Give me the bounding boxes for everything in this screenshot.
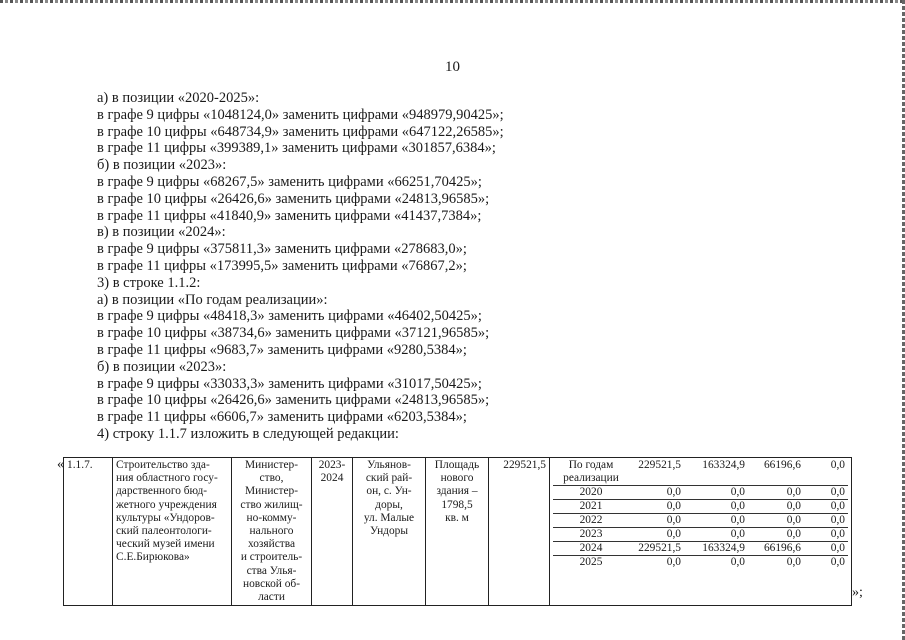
- text-line: ул. Малые: [363, 511, 415, 524]
- paragraph-line: в графе 9 цифры «33033,3» заменить цифрами «31017,50425»;: [97, 375, 482, 392]
- funding-value-col9: 229521,5: [629, 459, 684, 486]
- funding-value-col10: 0,0: [730, 556, 745, 568]
- funding-value-col11: 0,0: [748, 514, 804, 528]
- text-line: и строитель-: [240, 551, 303, 564]
- funding-row: [553, 528, 848, 542]
- funding-value-col10: 163324,9: [684, 542, 748, 556]
- paragraph-line: 4) строку 1.1.7 изложить в следующей редакции:: [97, 425, 399, 442]
- funding-label: 2022: [553, 514, 629, 528]
- funding-value-col12: 0,0: [804, 486, 848, 500]
- funding-value-col12: 0,0: [804, 500, 848, 514]
- funding-value-col10: 0,0: [684, 486, 748, 500]
- text-line: Строительство зда-: [116, 459, 210, 471]
- funding-value-col11: 66196,6: [748, 542, 804, 556]
- funding-label: 2024: [553, 542, 629, 556]
- page-number: 10: [445, 59, 460, 75]
- funding-label: 2021: [553, 500, 629, 514]
- paragraph-line: в графе 10 цифры «648734,9» заменить цифрами «647122,26585»;: [97, 123, 504, 140]
- text-line: он, с. Ун-: [366, 485, 412, 498]
- paragraph-line: в графе 11 цифры «6606,7» заменить цифрами «6203,5384»;: [97, 409, 467, 426]
- funding-row: [553, 500, 848, 514]
- funding-value-col11: 0,0: [748, 528, 804, 542]
- funding-value-col12: 0,0: [830, 556, 845, 568]
- text-line: Площадь: [434, 459, 480, 471]
- text-line: ства Улья-: [246, 564, 297, 577]
- scan-top-edge: [0, 0, 905, 3]
- funding-label: 2023: [553, 528, 629, 542]
- funding-value-col10: 0,0: [684, 500, 748, 514]
- text-line: новской об-: [242, 577, 301, 590]
- period-cell: [312, 458, 353, 606]
- row-number-cell: 1.1.7.: [64, 458, 113, 606]
- funding-row: [553, 514, 848, 528]
- text-line: 2023-: [318, 459, 346, 471]
- text-line: Ундоры: [370, 525, 408, 538]
- project-row-table: [63, 457, 852, 606]
- funding-row: [553, 542, 848, 556]
- funding-value-col9: 0,0: [666, 556, 681, 568]
- funding-value-col9: 0,0: [629, 486, 684, 500]
- funding-value-col9: 0,0: [629, 514, 684, 528]
- table-row: [64, 458, 852, 606]
- funding-row: [553, 486, 848, 500]
- paragraph-line: в графе 9 цифры «375811,3» заменить цифрами «278683,0»;: [97, 241, 467, 258]
- paragraph-line: б) в позиции «2023»:: [97, 157, 227, 174]
- text-line: кв. м: [445, 511, 469, 524]
- opening-quote: «: [57, 457, 64, 472]
- funding-cell: [550, 458, 852, 606]
- funding-value-col10: 0,0: [684, 528, 748, 542]
- text-line: ский рай-: [365, 472, 413, 485]
- paragraph-line: 3) в строке 1.1.2:: [97, 274, 201, 291]
- text-line: хозяйства: [247, 538, 296, 551]
- closing-quote: »;: [852, 585, 863, 600]
- capacity-cell: [426, 458, 489, 606]
- paragraph-line: в) в позиции «2024»:: [97, 224, 226, 241]
- location-cell: [353, 458, 426, 606]
- text-line: Министер-: [245, 459, 298, 471]
- paragraph-line: в графе 9 цифры «68267,5» заменить цифрами «66251,70425»;: [97, 173, 482, 190]
- text-line: ство жилищ-: [240, 498, 303, 511]
- text-line: 1798,5: [441, 498, 473, 511]
- text-line: Ульянов-: [367, 459, 411, 471]
- ministry-cell: [232, 458, 312, 606]
- text-line: но-комму-: [246, 511, 297, 524]
- paragraph-line: в графе 10 цифры «38734,6» заменить цифрами «37121,96585»;: [97, 325, 490, 342]
- paragraph-line: в графе 11 цифры «9683,7» заменить цифрами «9280,5384»;: [97, 341, 467, 358]
- paragraph-line: а) в позиции «2020-2025»:: [97, 90, 260, 106]
- text-line: ния областного госу-: [116, 472, 218, 485]
- paragraph-line: в графе 9 цифры «48418,3» заменить цифрами «46402,50425»;: [97, 308, 482, 325]
- text-line: жетного учреждения: [116, 498, 217, 511]
- funding-label: 2025: [579, 556, 603, 568]
- text-line: 2024: [320, 472, 344, 485]
- funding-row: [553, 556, 848, 570]
- funding-value-col12: 0,0: [804, 459, 848, 486]
- text-line: культуры «Ундоров-: [116, 511, 215, 524]
- text-line: дарственного бюд-: [116, 485, 208, 498]
- paragraph-line: в графе 11 цифры «173995,5» заменить цифрами «76867,2»;: [97, 257, 467, 274]
- funding-value-col11: 0,0: [748, 486, 804, 500]
- text-line: нового: [440, 472, 474, 485]
- funding-value-col9: 229521,5: [629, 542, 684, 556]
- funding-table: [553, 459, 848, 569]
- text-line: здания –: [436, 485, 478, 498]
- text-line: доры,: [375, 498, 403, 511]
- paragraph-line: в графе 10 цифры «26426,6» заменить цифрами «24813,96585»;: [97, 392, 490, 409]
- paragraph-line: б) в позиции «2023»:: [97, 358, 227, 375]
- funding-value-col9: 0,0: [629, 500, 684, 514]
- funding-value-col10: 0,0: [684, 514, 748, 528]
- text-line: нального: [249, 525, 294, 538]
- funding-value-col12: 0,0: [804, 542, 848, 556]
- funding-value-col12: 0,0: [804, 514, 848, 528]
- text-line: ство,: [259, 472, 284, 485]
- text-line: С.Е.Бирюкова»: [116, 551, 190, 564]
- paragraph-line: в графе 11 цифры «399389,1» заменить цифрами «301857,6384»;: [97, 140, 496, 157]
- funding-row: [553, 459, 848, 486]
- text-line: ческий музей имени: [116, 538, 215, 551]
- funding-value-col9: 0,0: [629, 528, 684, 542]
- amendment-text: [97, 90, 504, 443]
- paragraph-line: в графе 9 цифры «1048124,0» заменить цифрами «948979,90425»;: [97, 106, 504, 123]
- funding-label: 2020: [553, 486, 629, 500]
- funding-label: По годам реализации: [553, 459, 629, 486]
- text-line: Министер-: [245, 485, 298, 498]
- funding-value-col10: 163324,9: [684, 459, 748, 486]
- total-cost-cell: 229521,5: [489, 458, 550, 606]
- text-line: ский палеонтологи-: [116, 525, 212, 538]
- paragraph-line: а) в позиции «По годам реализации»:: [97, 291, 328, 308]
- paragraph-line: в графе 10 цифры «26426,6» заменить цифрами «24813,96585»;: [97, 190, 490, 207]
- funding-value-col12: 0,0: [804, 528, 848, 542]
- funding-value-col11: 0,0: [748, 500, 804, 514]
- funding-value-col11: 0,0: [786, 556, 801, 568]
- object-name-cell: [113, 458, 232, 606]
- paragraph-line: в графе 11 цифры «41840,9» заменить цифрами «41437,7384»;: [97, 207, 482, 224]
- text-line: ласти: [258, 591, 285, 604]
- funding-value-col11: 66196,6: [748, 459, 804, 486]
